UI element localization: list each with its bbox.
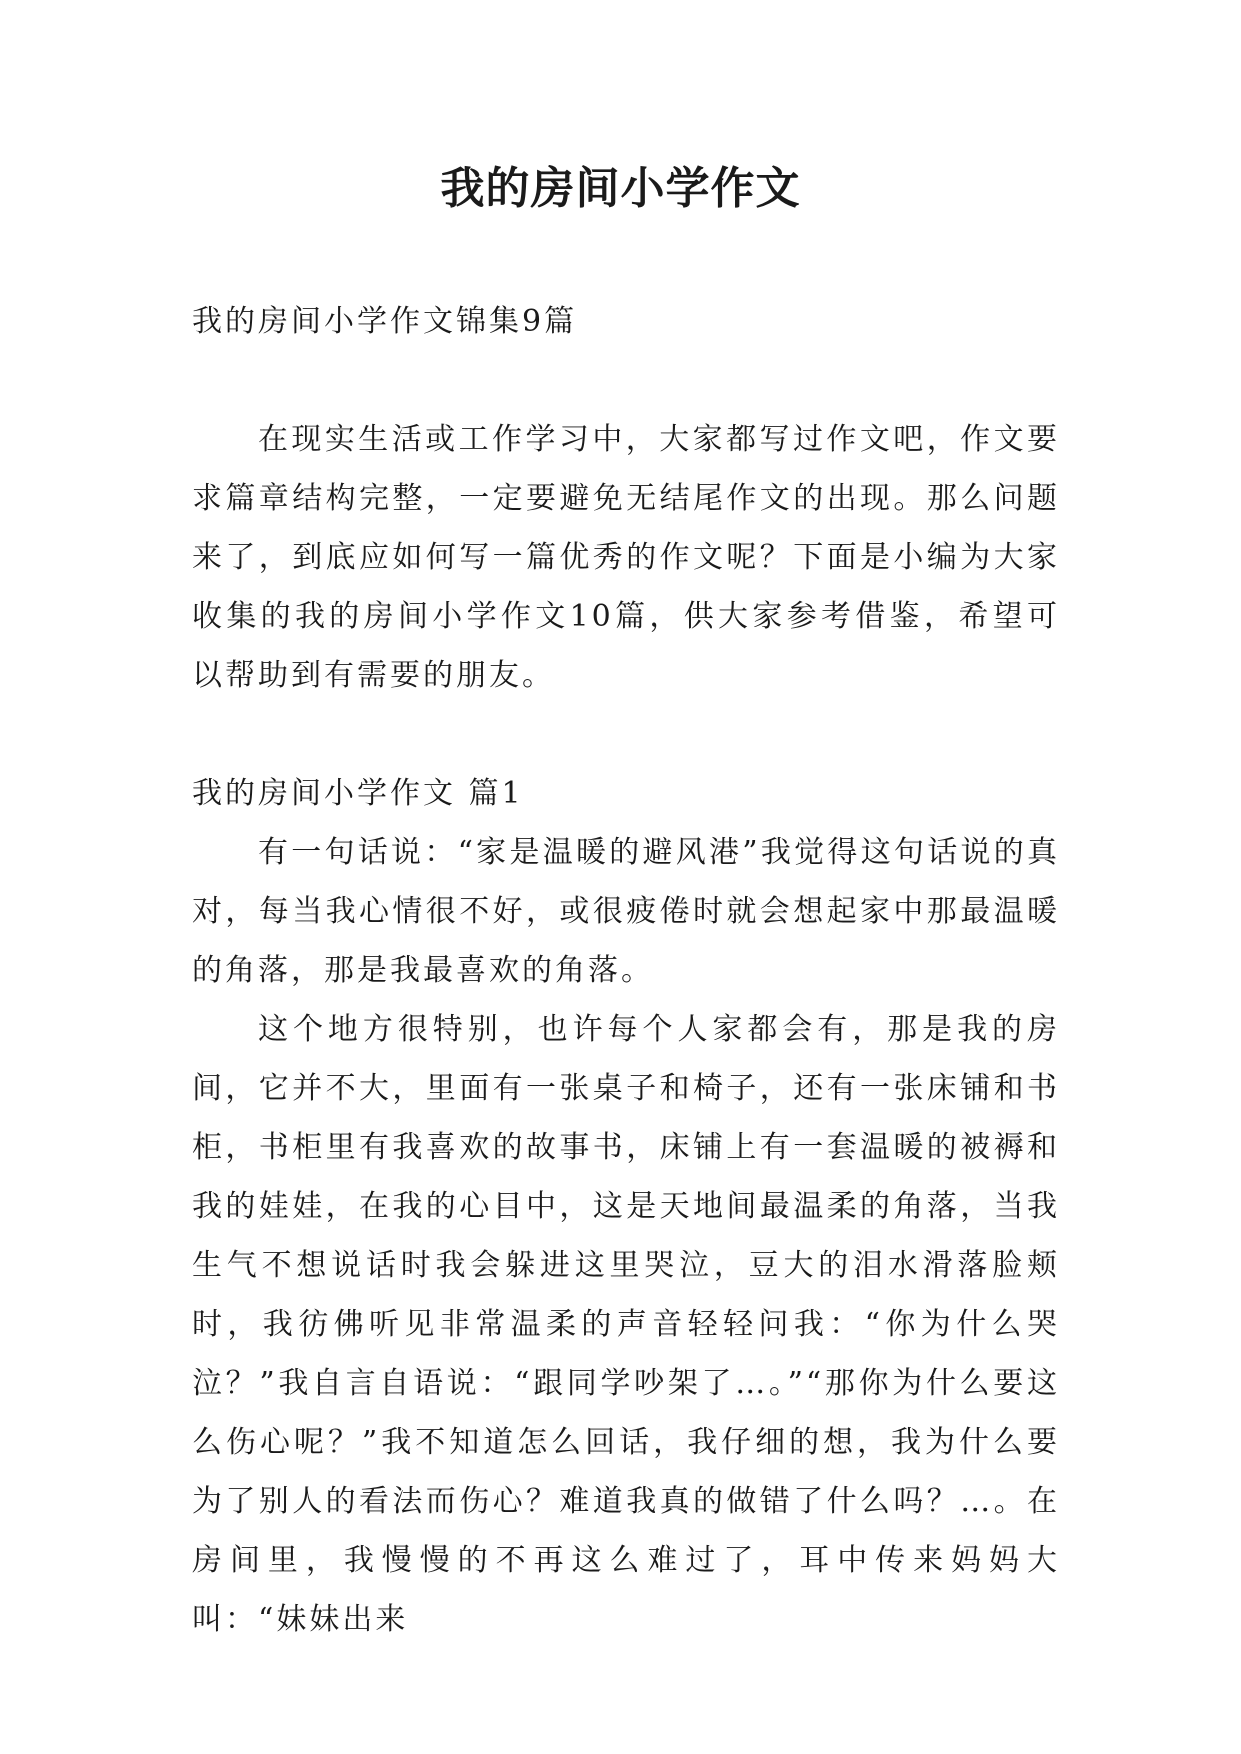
body-paragraph: 有一句话说：“家是温暖的避风港”我觉得这句话说的真对，每当我心情很不好，或很疲倦时就会想起家中那最温暖的角落，那是我最喜欢的角落。 [192, 835, 1060, 988]
section-heading: 我的房间小学作文 篇1 [192, 776, 524, 811]
intro-paragraph: 在现实生活或工作学习中，大家都写过作文吧，作文要求篇章结构完整，一定要避免无结尾作文的出现。那么问题来了，到底应如何写一篇优秀的作文呢？下面是小编为大家收集的我的房间小学作文10篇，供大家参考借鉴，希望可以帮助到有需要的朋友。 [192, 422, 1060, 693]
body-paragraph: 这个地方很特别，也许每个人家都会有，那是我的房间，它并不大，里面有一张桌子和椅子，还有一张床铺和书柜，书柜里有我喜欢的故事书，床铺上有一套温暖的被褥和我的娃娃，在我的心目中，这是天地间最温柔的角落，当我生气不想说话时我会躲进这里哭泣，豆大的泪水滑落脸颊时，我彷佛听见非常温柔的声音轻轻问我：“你为什么哭泣？”我自言自语说：“跟同学吵架了…。”“那你为什么要这么伤心呢？”我不知道怎么回话，我仔细的想，我为什么要为了别人的看法而伤心？难道我真的做错了什么吗？…。在房间里，我慢慢的不再这么难过了，耳中传来妈妈大叫：“妹妹出来 [192, 1012, 1060, 1637]
document-body [192, 292, 1060, 1649]
document-title: 我的房间小学作文 [440, 163, 801, 214]
document-subtitle: 我的房间小学作文锦集9篇 [192, 304, 578, 339]
